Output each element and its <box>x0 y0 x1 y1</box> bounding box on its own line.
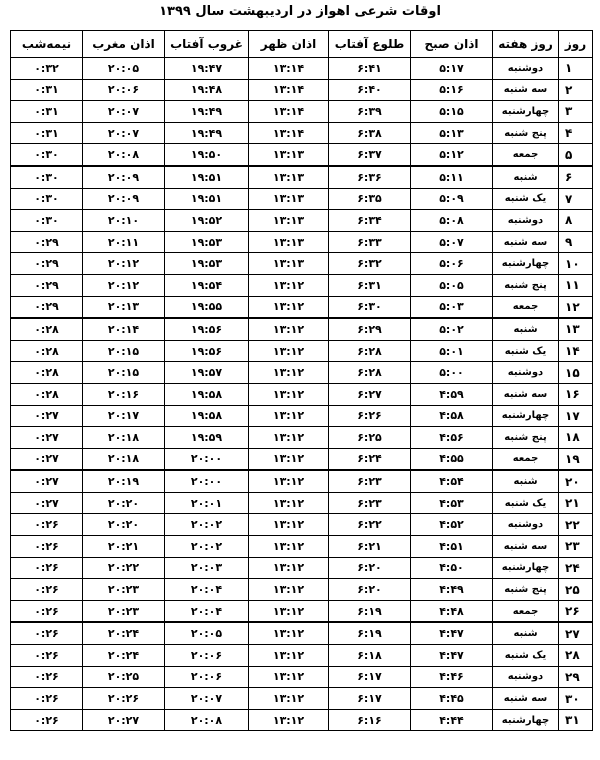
weekday-cell: یک شنبه <box>493 645 559 667</box>
maghrib-cell: ۲۰:۰۷ <box>83 122 165 144</box>
dhuhr-cell: ۱۳:۱۳ <box>249 253 329 275</box>
dhuhr-cell: ۱۳:۱۲ <box>249 362 329 384</box>
sunset-cell: ۱۹:۵۶ <box>165 340 249 362</box>
column-header-weekday: روز هفته <box>493 31 559 58</box>
day-number-cell: ۱۴ <box>559 340 593 362</box>
dhuhr-cell: ۱۳:۱۲ <box>249 274 329 296</box>
sunset-cell: ۱۹:۵۶ <box>165 318 249 340</box>
dhuhr-cell: ۱۳:۱۲ <box>249 557 329 579</box>
weekday-cell: سه شنبه <box>493 688 559 710</box>
maghrib-cell: ۲۰:۲۲ <box>83 557 165 579</box>
weekday-cell: شنبه <box>493 166 559 188</box>
dhuhr-cell: ۱۳:۱۴ <box>249 79 329 101</box>
sunset-cell: ۱۹:۴۷ <box>165 58 249 80</box>
maghrib-cell: ۲۰:۲۴ <box>83 622 165 644</box>
midnight-cell: ۰:۲۷ <box>11 427 83 449</box>
day-number-cell: ۲ <box>559 79 593 101</box>
maghrib-cell: ۲۰:۰۷ <box>83 101 165 123</box>
sunrise-cell: ۶:۲۳ <box>329 470 411 492</box>
dhuhr-cell: ۱۳:۱۲ <box>249 666 329 688</box>
fajr-cell: ۴:۴۷ <box>411 645 493 667</box>
midnight-cell: ۰:۲۸ <box>11 340 83 362</box>
midnight-cell: ۰:۳۲ <box>11 58 83 80</box>
column-header-maghrib: اذان مغرب <box>83 31 165 58</box>
sunset-cell: ۲۰:۰۰ <box>165 470 249 492</box>
midnight-cell: ۰:۳۱ <box>11 101 83 123</box>
weekday-cell: یک شنبه <box>493 340 559 362</box>
sunrise-cell: ۶:۱۸ <box>329 645 411 667</box>
sunrise-cell: ۶:۴۰ <box>329 79 411 101</box>
weekday-cell: چهارشنبه <box>493 557 559 579</box>
midnight-cell: ۰:۲۶ <box>11 600 83 622</box>
sunrise-cell: ۶:۲۰ <box>329 579 411 601</box>
day-number-cell: ۲۷ <box>559 622 593 644</box>
sunset-cell: ۲۰:۰۴ <box>165 600 249 622</box>
maghrib-cell: ۲۰:۱۸ <box>83 448 165 470</box>
fajr-cell: ۵:۰۶ <box>411 253 493 275</box>
table-row <box>11 688 593 710</box>
weekday-cell: یک شنبه <box>493 188 559 210</box>
sunset-cell: ۱۹:۵۵ <box>165 296 249 318</box>
page-title: اوقات شرعی اهواز در اردیبهشت سال ۱۳۹۹ <box>159 4 441 19</box>
maghrib-cell: ۲۰:۱۵ <box>83 340 165 362</box>
table-row <box>11 557 593 579</box>
weekday-cell: سه شنبه <box>493 536 559 558</box>
fajr-cell: ۵:۰۱ <box>411 340 493 362</box>
day-number-cell: ۹ <box>559 231 593 253</box>
fajr-cell: ۵:۱۷ <box>411 58 493 80</box>
fajr-cell: ۴:۵۵ <box>411 448 493 470</box>
midnight-cell: ۰:۲۸ <box>11 362 83 384</box>
weekday-cell: پنج شنبه <box>493 427 559 449</box>
weekday-cell: جمعه <box>493 600 559 622</box>
weekday-cell: چهارشنبه <box>493 101 559 123</box>
table-row <box>11 383 593 405</box>
sunset-cell: ۲۰:۰۳ <box>165 557 249 579</box>
day-number-cell: ۵ <box>559 144 593 166</box>
day-number-cell: ۲۸ <box>559 645 593 667</box>
day-number-cell: ۲۴ <box>559 557 593 579</box>
sunset-cell: ۱۹:۵۰ <box>165 144 249 166</box>
sunset-cell: ۲۰:۰۶ <box>165 645 249 667</box>
day-number-cell: ۲۹ <box>559 666 593 688</box>
weekday-cell: چهارشنبه <box>493 709 559 731</box>
midnight-cell: ۰:۲۶ <box>11 536 83 558</box>
table-row <box>11 448 593 470</box>
sunrise-cell: ۶:۴۱ <box>329 58 411 80</box>
maghrib-cell: ۲۰:۲۱ <box>83 536 165 558</box>
dhuhr-cell: ۱۳:۱۳ <box>249 188 329 210</box>
midnight-cell: ۰:۲۶ <box>11 688 83 710</box>
midnight-cell: ۰:۳۱ <box>11 79 83 101</box>
weekday-cell: شنبه <box>493 622 559 644</box>
sunrise-cell: ۶:۳۱ <box>329 274 411 296</box>
table-row <box>11 470 593 492</box>
table-row <box>11 122 593 144</box>
dhuhr-cell: ۱۳:۱۳ <box>249 144 329 166</box>
day-number-cell: ۳۰ <box>559 688 593 710</box>
dhuhr-cell: ۱۳:۱۲ <box>249 688 329 710</box>
weekday-cell: سه شنبه <box>493 383 559 405</box>
maghrib-cell: ۲۰:۲۳ <box>83 579 165 601</box>
dhuhr-cell: ۱۳:۱۲ <box>249 579 329 601</box>
dhuhr-cell: ۱۳:۱۲ <box>249 296 329 318</box>
midnight-cell: ۰:۳۰ <box>11 210 83 232</box>
sunrise-cell: ۶:۲۴ <box>329 448 411 470</box>
fajr-cell: ۵:۰۲ <box>411 318 493 340</box>
fajr-cell: ۵:۱۲ <box>411 144 493 166</box>
dhuhr-cell: ۱۳:۱۲ <box>249 448 329 470</box>
fajr-cell: ۴:۴۶ <box>411 666 493 688</box>
dhuhr-cell: ۱۳:۱۲ <box>249 600 329 622</box>
day-number-cell: ۳۱ <box>559 709 593 731</box>
day-number-cell: ۲۲ <box>559 514 593 536</box>
dhuhr-cell: ۱۳:۱۲ <box>249 427 329 449</box>
sunset-cell: ۱۹:۴۸ <box>165 79 249 101</box>
dhuhr-cell: ۱۳:۱۴ <box>249 58 329 80</box>
column-header-midnight: نیمه‌شب <box>11 31 83 58</box>
fajr-cell: ۵:۰۳ <box>411 296 493 318</box>
maghrib-cell: ۲۰:۱۸ <box>83 427 165 449</box>
weekday-cell: دوشنبه <box>493 210 559 232</box>
sunrise-cell: ۶:۲۲ <box>329 514 411 536</box>
midnight-cell: ۰:۳۰ <box>11 144 83 166</box>
midnight-cell: ۰:۲۷ <box>11 492 83 514</box>
maghrib-cell: ۲۰:۲۵ <box>83 666 165 688</box>
dhuhr-cell: ۱۳:۱۲ <box>249 622 329 644</box>
weekday-cell: شنبه <box>493 470 559 492</box>
midnight-cell: ۰:۲۶ <box>11 622 83 644</box>
day-number-cell: ۱۲ <box>559 296 593 318</box>
table-row <box>11 600 593 622</box>
table-row <box>11 318 593 340</box>
weekday-cell: دوشنبه <box>493 362 559 384</box>
weekday-cell: پنج شنبه <box>493 122 559 144</box>
sunset-cell: ۲۰:۰۷ <box>165 688 249 710</box>
day-number-cell: ۲۵ <box>559 579 593 601</box>
maghrib-cell: ۲۰:۰۹ <box>83 188 165 210</box>
day-number-cell: ۲۱ <box>559 492 593 514</box>
column-header-dhuhr: اذان ظهر <box>249 31 329 58</box>
maghrib-cell: ۲۰:۱۶ <box>83 383 165 405</box>
midnight-cell: ۰:۳۰ <box>11 188 83 210</box>
maghrib-cell: ۲۰:۱۵ <box>83 362 165 384</box>
fajr-cell: ۵:۱۶ <box>411 79 493 101</box>
day-number-cell: ۷ <box>559 188 593 210</box>
weekday-cell: دوشنبه <box>493 514 559 536</box>
sunset-cell: ۱۹:۵۷ <box>165 362 249 384</box>
weekday-cell: دوشنبه <box>493 58 559 80</box>
table-row <box>11 166 593 188</box>
table-row <box>11 144 593 166</box>
day-number-cell: ۴ <box>559 122 593 144</box>
fajr-cell: ۴:۴۹ <box>411 579 493 601</box>
midnight-cell: ۰:۲۶ <box>11 666 83 688</box>
dhuhr-cell: ۱۳:۱۳ <box>249 166 329 188</box>
dhuhr-cell: ۱۳:۱۲ <box>249 470 329 492</box>
maghrib-cell: ۲۰:۱۹ <box>83 470 165 492</box>
midnight-cell: ۰:۲۹ <box>11 253 83 275</box>
table-row <box>11 536 593 558</box>
table-row <box>11 210 593 232</box>
sunset-cell: ۱۹:۵۹ <box>165 427 249 449</box>
day-number-cell: ۳ <box>559 101 593 123</box>
sunset-cell: ۲۰:۰۵ <box>165 622 249 644</box>
sunset-cell: ۲۰:۰۲ <box>165 514 249 536</box>
weekday-cell: سه شنبه <box>493 231 559 253</box>
midnight-cell: ۰:۲۷ <box>11 448 83 470</box>
fajr-cell: ۴:۴۷ <box>411 622 493 644</box>
day-number-cell: ۸ <box>559 210 593 232</box>
sunset-cell: ۱۹:۵۱ <box>165 166 249 188</box>
header-row <box>11 31 593 58</box>
table-row <box>11 622 593 644</box>
sunrise-cell: ۶:۱۹ <box>329 622 411 644</box>
maghrib-cell: ۲۰:۲۶ <box>83 688 165 710</box>
dhuhr-cell: ۱۳:۱۲ <box>249 405 329 427</box>
table-body <box>11 58 593 731</box>
sunrise-cell: ۶:۱۹ <box>329 600 411 622</box>
fajr-cell: ۴:۴۸ <box>411 600 493 622</box>
day-number-cell: ۱۶ <box>559 383 593 405</box>
midnight-cell: ۰:۲۷ <box>11 405 83 427</box>
dhuhr-cell: ۱۳:۱۲ <box>249 645 329 667</box>
fajr-cell: ۴:۵۲ <box>411 514 493 536</box>
maghrib-cell: ۲۰:۱۲ <box>83 253 165 275</box>
maghrib-cell: ۲۰:۱۳ <box>83 296 165 318</box>
midnight-cell: ۰:۲۶ <box>11 557 83 579</box>
sunset-cell: ۲۰:۰۰ <box>165 448 249 470</box>
day-number-cell: ۱۳ <box>559 318 593 340</box>
table-row <box>11 514 593 536</box>
midnight-cell: ۰:۲۷ <box>11 470 83 492</box>
dhuhr-cell: ۱۳:۱۲ <box>249 492 329 514</box>
midnight-cell: ۰:۲۶ <box>11 579 83 601</box>
column-header-day: روز <box>559 31 593 58</box>
midnight-cell: ۰:۲۹ <box>11 231 83 253</box>
day-number-cell: ۱۱ <box>559 274 593 296</box>
dhuhr-cell: ۱۳:۱۲ <box>249 536 329 558</box>
sunset-cell: ۱۹:۵۸ <box>165 383 249 405</box>
sunrise-cell: ۶:۳۳ <box>329 231 411 253</box>
sunrise-cell: ۶:۲۸ <box>329 362 411 384</box>
fajr-cell: ۴:۵۸ <box>411 405 493 427</box>
sunset-cell: ۱۹:۵۳ <box>165 253 249 275</box>
dhuhr-cell: ۱۳:۱۴ <box>249 101 329 123</box>
table-row <box>11 645 593 667</box>
sunrise-cell: ۶:۳۲ <box>329 253 411 275</box>
dhuhr-cell: ۱۳:۱۴ <box>249 122 329 144</box>
sunset-cell: ۱۹:۴۹ <box>165 122 249 144</box>
table-row <box>11 296 593 318</box>
midnight-cell: ۰:۲۹ <box>11 274 83 296</box>
weekday-cell: دوشنبه <box>493 666 559 688</box>
sunset-cell: ۱۹:۴۹ <box>165 101 249 123</box>
maghrib-cell: ۲۰:۲۰ <box>83 492 165 514</box>
fajr-cell: ۵:۱۳ <box>411 122 493 144</box>
fajr-cell: ۵:۰۸ <box>411 210 493 232</box>
dhuhr-cell: ۱۳:۱۳ <box>249 210 329 232</box>
fajr-cell: ۵:۰۷ <box>411 231 493 253</box>
table-row <box>11 405 593 427</box>
midnight-cell: ۰:۳۰ <box>11 166 83 188</box>
maghrib-cell: ۲۰:۰۵ <box>83 58 165 80</box>
sunrise-cell: ۶:۳۴ <box>329 210 411 232</box>
maghrib-cell: ۲۰:۲۳ <box>83 600 165 622</box>
fajr-cell: ۵:۰۵ <box>411 274 493 296</box>
weekday-cell: پنج شنبه <box>493 274 559 296</box>
midnight-cell: ۰:۳۱ <box>11 122 83 144</box>
sunset-cell: ۱۹:۵۲ <box>165 210 249 232</box>
maghrib-cell: ۲۰:۱۰ <box>83 210 165 232</box>
maghrib-cell: ۲۰:۱۲ <box>83 274 165 296</box>
weekday-cell: چهارشنبه <box>493 405 559 427</box>
sunset-cell: ۲۰:۰۸ <box>165 709 249 731</box>
weekday-cell: یک شنبه <box>493 492 559 514</box>
fajr-cell: ۴:۵۰ <box>411 557 493 579</box>
sunrise-cell: ۶:۲۸ <box>329 340 411 362</box>
maghrib-cell: ۲۰:۰۶ <box>83 79 165 101</box>
prayer-times-table <box>10 30 593 731</box>
sunrise-cell: ۶:۱۷ <box>329 688 411 710</box>
maghrib-cell: ۲۰:۲۴ <box>83 645 165 667</box>
day-number-cell: ۲۳ <box>559 536 593 558</box>
fajr-cell: ۴:۴۴ <box>411 709 493 731</box>
dhuhr-cell: ۱۳:۱۲ <box>249 383 329 405</box>
sunset-cell: ۱۹:۵۸ <box>165 405 249 427</box>
sunset-cell: ۱۹:۵۴ <box>165 274 249 296</box>
dhuhr-cell: ۱۳:۱۳ <box>249 231 329 253</box>
sunrise-cell: ۶:۱۷ <box>329 666 411 688</box>
maghrib-cell: ۲۰:۱۷ <box>83 405 165 427</box>
sunrise-cell: ۶:۲۷ <box>329 383 411 405</box>
column-header-sunset: غروب آفتاب <box>165 31 249 58</box>
table-row <box>11 253 593 275</box>
sunset-cell: ۲۰:۰۲ <box>165 536 249 558</box>
maghrib-cell: ۲۰:۰۸ <box>83 144 165 166</box>
column-header-fajr: اذان صبح <box>411 31 493 58</box>
table-row <box>11 427 593 449</box>
fajr-cell: ۴:۵۴ <box>411 470 493 492</box>
maghrib-cell: ۲۰:۱۴ <box>83 318 165 340</box>
day-number-cell: ۱۷ <box>559 405 593 427</box>
sunrise-cell: ۶:۲۵ <box>329 427 411 449</box>
maghrib-cell: ۲۰:۲۷ <box>83 709 165 731</box>
day-number-cell: ۶ <box>559 166 593 188</box>
fajr-cell: ۴:۵۶ <box>411 427 493 449</box>
dhuhr-cell: ۱۳:۱۲ <box>249 514 329 536</box>
sunrise-cell: ۶:۲۰ <box>329 557 411 579</box>
maghrib-cell: ۲۰:۲۰ <box>83 514 165 536</box>
fajr-cell: ۴:۵۹ <box>411 383 493 405</box>
midnight-cell: ۰:۲۶ <box>11 514 83 536</box>
table-row <box>11 79 593 101</box>
midnight-cell: ۰:۲۶ <box>11 645 83 667</box>
fajr-cell: ۴:۵۱ <box>411 536 493 558</box>
sunrise-cell: ۶:۳۹ <box>329 101 411 123</box>
table-row <box>11 188 593 210</box>
table-row <box>11 492 593 514</box>
table-row <box>11 231 593 253</box>
table-row <box>11 340 593 362</box>
fajr-cell: ۵:۰۰ <box>411 362 493 384</box>
sunrise-cell: ۶:۲۳ <box>329 492 411 514</box>
table-row <box>11 666 593 688</box>
sunrise-cell: ۶:۱۶ <box>329 709 411 731</box>
day-number-cell: ۱ <box>559 58 593 80</box>
sunset-cell: ۲۰:۰۱ <box>165 492 249 514</box>
day-number-cell: ۱۸ <box>559 427 593 449</box>
midnight-cell: ۰:۲۸ <box>11 318 83 340</box>
fajr-cell: ۵:۰۹ <box>411 188 493 210</box>
table-row <box>11 101 593 123</box>
sunrise-cell: ۶:۲۹ <box>329 318 411 340</box>
sunrise-cell: ۶:۳۰ <box>329 296 411 318</box>
column-header-sunrise: طلوع آفتاب <box>329 31 411 58</box>
day-number-cell: ۱۰ <box>559 253 593 275</box>
fajr-cell: ۴:۴۵ <box>411 688 493 710</box>
sunrise-cell: ۶:۲۱ <box>329 536 411 558</box>
maghrib-cell: ۲۰:۰۹ <box>83 166 165 188</box>
maghrib-cell: ۲۰:۱۱ <box>83 231 165 253</box>
table-row <box>11 709 593 731</box>
dhuhr-cell: ۱۳:۱۲ <box>249 340 329 362</box>
sunrise-cell: ۶:۳۷ <box>329 144 411 166</box>
weekday-cell: پنج شنبه <box>493 579 559 601</box>
midnight-cell: ۰:۲۶ <box>11 709 83 731</box>
sunset-cell: ۱۹:۵۱ <box>165 188 249 210</box>
weekday-cell: جمعه <box>493 144 559 166</box>
sunset-cell: ۲۰:۰۶ <box>165 666 249 688</box>
sunrise-cell: ۶:۲۶ <box>329 405 411 427</box>
weekday-cell: سه شنبه <box>493 79 559 101</box>
fajr-cell: ۵:۱۵ <box>411 101 493 123</box>
weekday-cell: جمعه <box>493 296 559 318</box>
weekday-cell: شنبه <box>493 318 559 340</box>
fajr-cell: ۵:۱۱ <box>411 166 493 188</box>
dhuhr-cell: ۱۳:۱۲ <box>249 318 329 340</box>
table-row <box>11 58 593 80</box>
midnight-cell: ۰:۲۸ <box>11 383 83 405</box>
weekday-cell: جمعه <box>493 448 559 470</box>
dhuhr-cell: ۱۳:۱۲ <box>249 709 329 731</box>
fajr-cell: ۴:۵۳ <box>411 492 493 514</box>
sunset-cell: ۲۰:۰۴ <box>165 579 249 601</box>
day-number-cell: ۲۶ <box>559 600 593 622</box>
table-row <box>11 579 593 601</box>
sunrise-cell: ۶:۳۶ <box>329 166 411 188</box>
day-number-cell: ۱۵ <box>559 362 593 384</box>
day-number-cell: ۲۰ <box>559 470 593 492</box>
table-row <box>11 362 593 384</box>
sunrise-cell: ۶:۳۵ <box>329 188 411 210</box>
midnight-cell: ۰:۲۹ <box>11 296 83 318</box>
sunset-cell: ۱۹:۵۳ <box>165 231 249 253</box>
sunrise-cell: ۶:۳۸ <box>329 122 411 144</box>
weekday-cell: چهارشنبه <box>493 253 559 275</box>
day-number-cell: ۱۹ <box>559 448 593 470</box>
table-row <box>11 274 593 296</box>
